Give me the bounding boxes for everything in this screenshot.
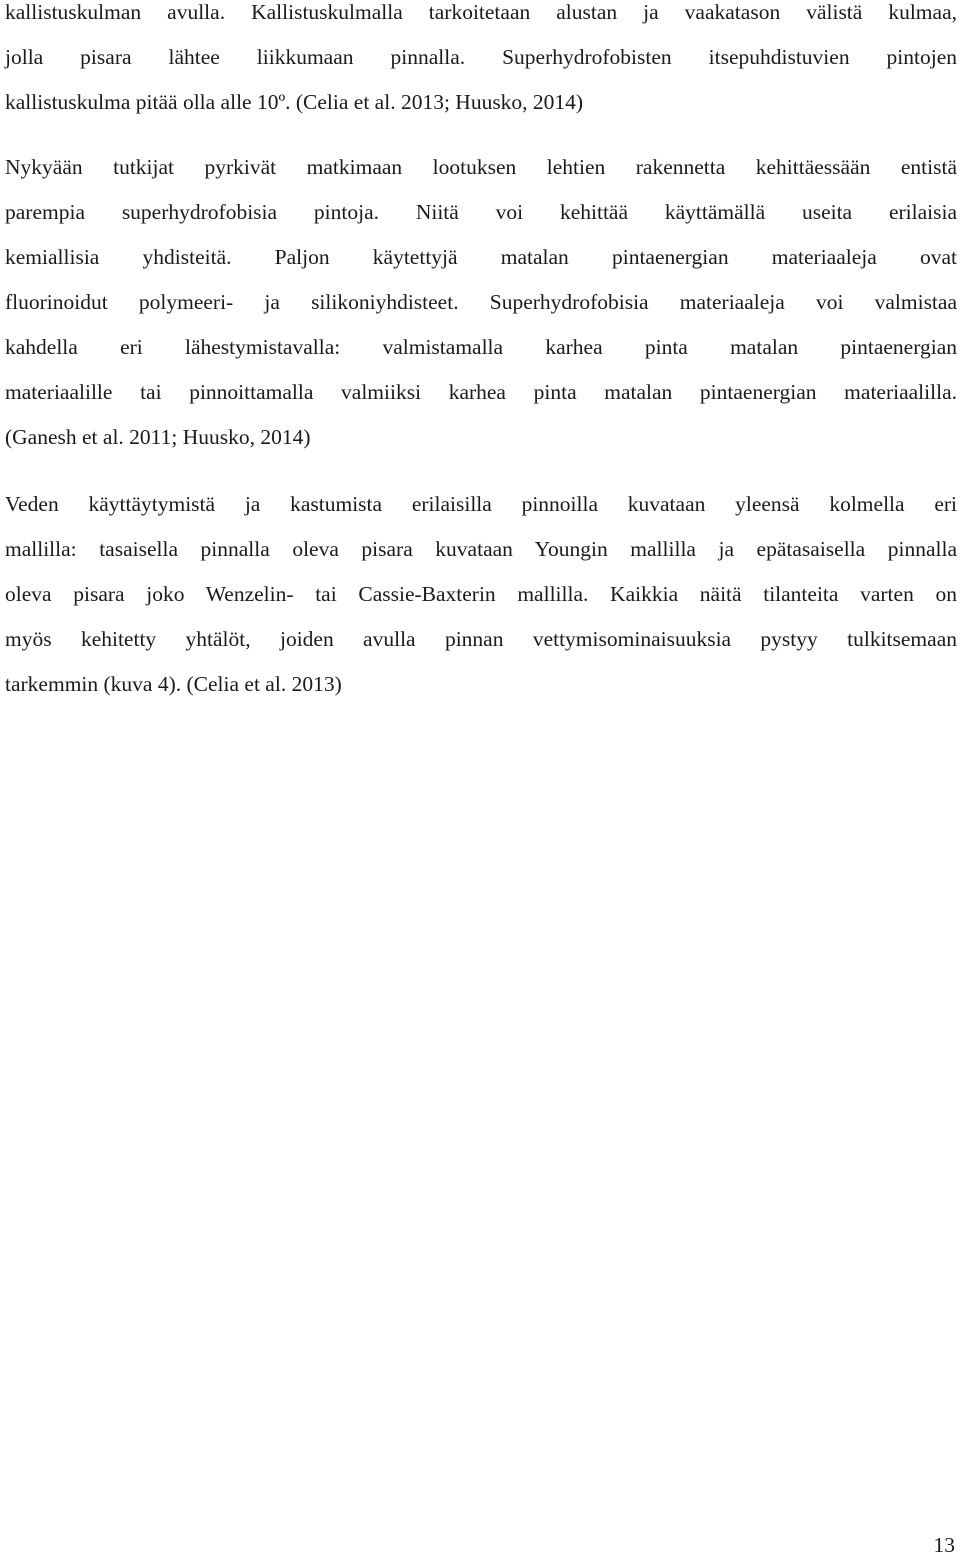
text-line: materiaalille tai pinnoittamalla valmiiksi karhea pinta matalan pintaenergian materiaalilla. xyxy=(5,380,957,404)
text-line: kahdella eri lähestymistavalla: valmistamalla karhea pinta matalan pintaenergian xyxy=(5,335,957,359)
text-line: parempia superhydrofobisia pintoja. Niitä voi kehittää käyttämällä useita erilaisia xyxy=(5,200,957,224)
text-line: fluorinoidut polymeeri- ja silikoniyhdisteet. Superhydrofobisia materiaaleja voi valmistaa xyxy=(5,290,957,314)
text-line: jolla pisara lähtee liikkumaan pinnalla. Superhydrofobisten itsepuhdistuvien pintojen xyxy=(5,45,957,69)
text-line: myös kehitetty yhtälöt, joiden avulla pinnan vettymisominaisuuksia pystyy tulkitsemaan xyxy=(5,627,957,651)
page-number: 13 xyxy=(933,1533,955,1557)
text-line: kallistuskulman avulla. Kallistuskulmalla tarkoitetaan alustan ja vaakatason välistä kulmaa, xyxy=(5,0,957,24)
text-line: Veden käyttäytymistä ja kastumista erilaisilla pinnoilla kuvataan yleensä kolmella eri xyxy=(5,492,957,516)
text-line: kemiallisia yhdisteitä. Paljon käytettyjä matalan pintaenergian materiaaleja ovat xyxy=(5,245,957,269)
text-line: oleva pisara joko Wenzelin- tai Cassie-Baxterin mallilla. Kaikkia näitä tilanteita varten on xyxy=(5,582,957,606)
text-line: Nykyään tutkijat pyrkivät matkimaan lootuksen lehtien rakennetta kehittäessään entistä xyxy=(5,155,957,179)
text-line: kallistuskulma pitää olla alle 10º. (Celia et al. 2013; Huusko, 2014) xyxy=(5,90,584,114)
paragraph-wetting-models xyxy=(5,482,957,707)
text-line: (Ganesh et al. 2011; Huusko, 2014) xyxy=(5,425,311,449)
text-line: tarkemmin (kuva 4). (Celia et al. 2013) xyxy=(5,672,342,696)
paragraph-lotus-research xyxy=(5,145,957,460)
paragraph-tilt-angle xyxy=(5,0,957,125)
text-line: mallilla: tasaisella pinnalla oleva pisara kuvataan Youngin mallilla ja epätasaisella pinnalla xyxy=(5,537,957,561)
